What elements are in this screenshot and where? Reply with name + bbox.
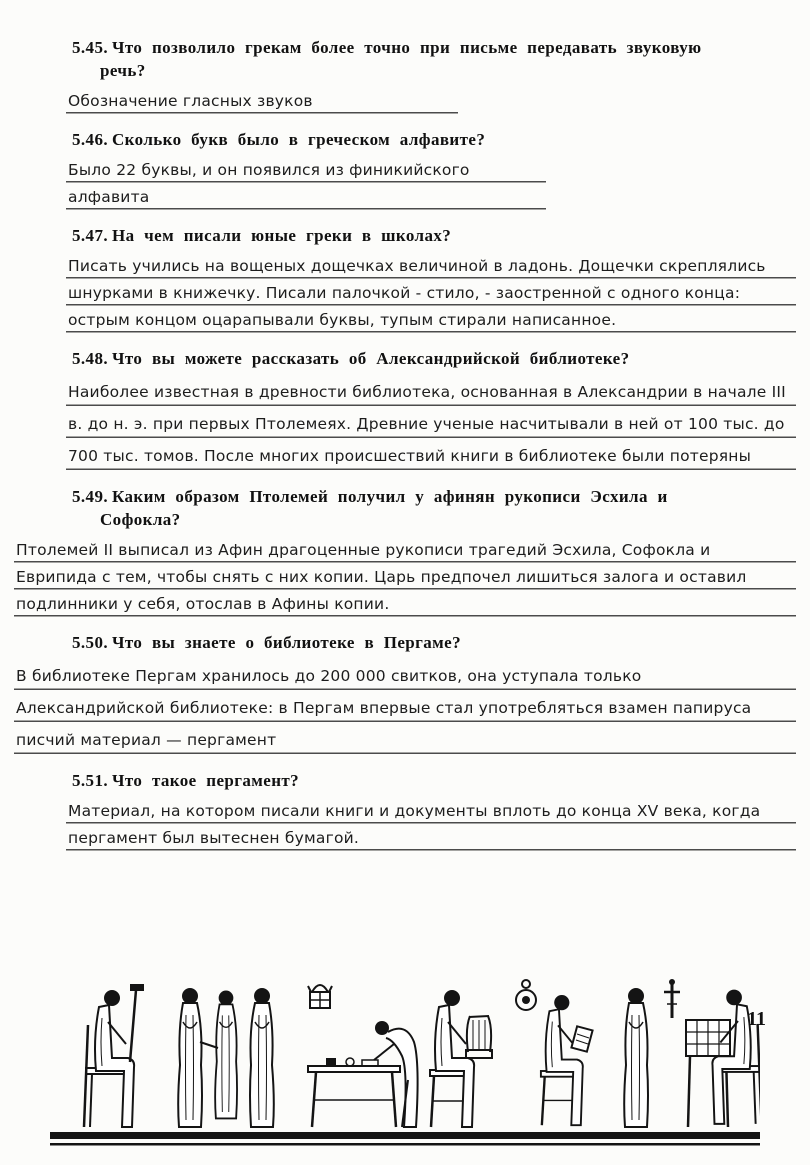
- question-text: Каким образом Птолемей получил у афинян рукописи Эсхила и Софокла?: [100, 487, 668, 529]
- question-text: Что вы знаете о библиотеке в Пергаме?: [112, 633, 461, 652]
- question-number: 5.47.: [72, 226, 108, 245]
- qa-block-548: [14, 347, 796, 472]
- page-number: 11: [747, 1008, 766, 1030]
- seated-reader: [541, 995, 593, 1125]
- seated-man-with-staff: [84, 984, 144, 1127]
- question-number: 5.51.: [72, 771, 108, 790]
- hanging-sword: [664, 979, 680, 1018]
- question-number: 5.46.: [72, 130, 108, 149]
- qa-block-551: [14, 769, 796, 852]
- answer-text: Обозначение гласных звуков: [66, 88, 458, 115]
- question: [14, 631, 722, 654]
- scribe-at-table: [308, 1021, 418, 1127]
- hanging-inkpot: [308, 985, 332, 1008]
- answer-text: Было 22 буквы, и он появился из финикийского алфавита: [66, 157, 546, 211]
- answer-text: Птолемей II выписал из Афин драгоценные рукописи трагедий Эсхила, Софокла и Еврипида с тем, чтобы снять с них копии. Царь предпочел лишиться залога и оставил подлинники у себя, отослав в Афины копии.: [14, 537, 796, 618]
- question: [14, 224, 722, 247]
- answer-text: Наиболее известная в древности библиотека, основанная в Александрии в начале III в. до н. э. при первых Птолемеях. Древние ученые насчитывали в ней от 100 тыс. до 700 тыс. томов. После многих происшествий книги в библиотеке были потеряны: [66, 376, 796, 472]
- question-text: Что позволило грекам более точно при письме передавать звуковую речь?: [100, 38, 702, 80]
- answer-text: Материал, на котором писали книги и документы вплоть до конца XV века, когда пергамент был вытеснен бумагой.: [66, 798, 796, 852]
- qa-block-546: [14, 128, 796, 211]
- question: [14, 36, 722, 82]
- answer-text: В библиотеке Пергам хранилось до 200 000 свитков, она уступала только Александрийской библиотеке: в Пергам впервые стал употребляться взамен папируса писчий материал — пергамент: [14, 660, 796, 756]
- ancient-greek-frieze-illustration: [50, 970, 760, 1165]
- qa-block-549: [14, 485, 796, 618]
- question: [14, 347, 722, 370]
- qa-block-545: [14, 36, 796, 115]
- question: [14, 128, 722, 151]
- question-number: 5.50.: [72, 633, 108, 652]
- question: [14, 769, 722, 792]
- question-text: На чем писали юные греки в школах?: [112, 226, 452, 245]
- question-text: Что вы можете рассказать об Александрийской библиотеке?: [112, 349, 630, 368]
- qa-block-547: [14, 224, 796, 334]
- answer-text: Писать учились на вощеных дощечках величиной в ладонь. Дощечки скреплялись шнурками в книжечку. Писали палочкой - стило, - заостренной с одного конца: острым концом оцарапывали буквы, тупым стирали написанное.: [66, 253, 796, 334]
- question-number: 5.45.: [72, 38, 108, 57]
- frieze-ground-line-thin: [50, 1143, 760, 1146]
- lyre-player: [430, 990, 492, 1127]
- question: [14, 485, 722, 531]
- question-text: Сколько букв было в греческом алфавите?: [112, 130, 486, 149]
- standing-students: [178, 988, 274, 1127]
- frieze-ground-line: [50, 1132, 760, 1139]
- question-number: 5.49.: [72, 487, 108, 506]
- qa-block-550: [14, 631, 796, 756]
- question-text: Что такое пергамент?: [112, 771, 300, 790]
- frieze-svg: [50, 970, 760, 1160]
- hanging-disk: [516, 980, 536, 1010]
- standing-teacher: [624, 988, 648, 1127]
- question-number: 5.48.: [72, 349, 108, 368]
